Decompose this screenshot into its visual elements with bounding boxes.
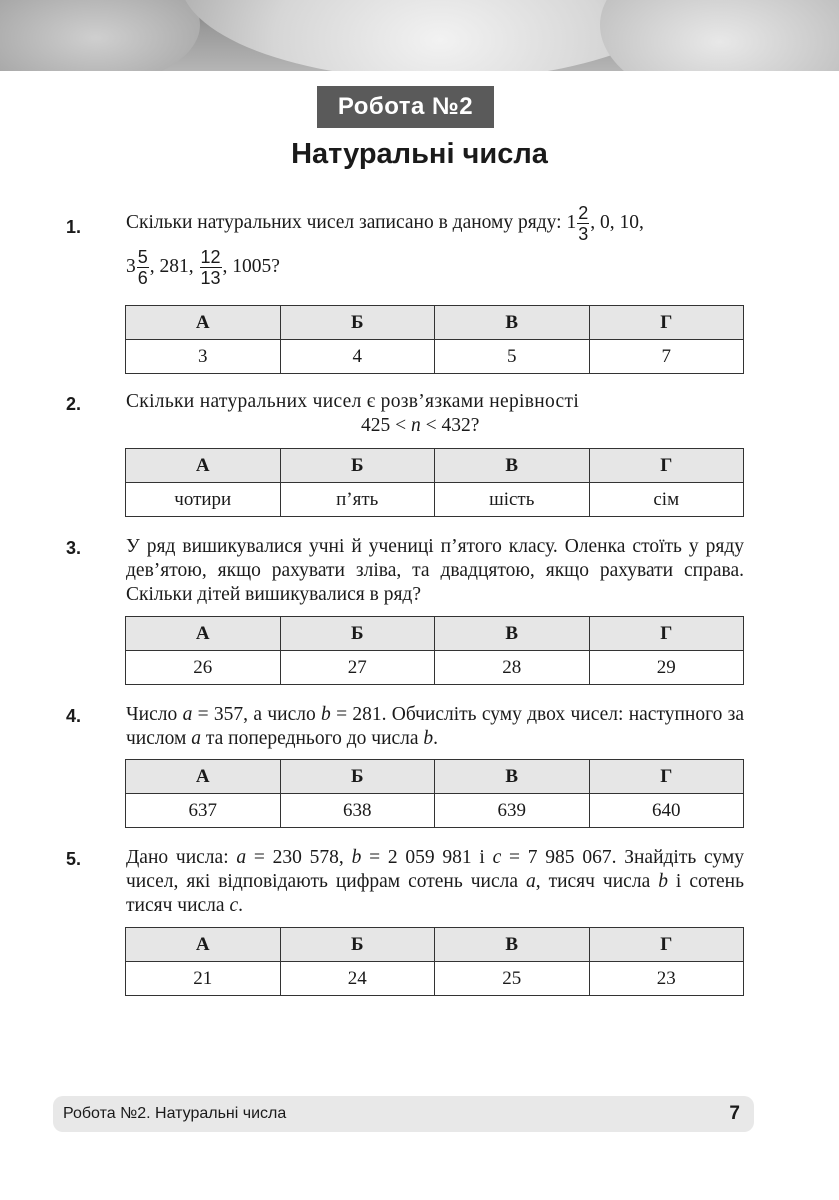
variable: b [351, 847, 362, 868]
fraction-numerator: 2 [578, 203, 589, 223]
question-number: 2. [66, 394, 82, 414]
text-segment: = 230 578, [246, 847, 352, 868]
option-header: Б [280, 449, 435, 483]
answer-cell[interactable]: 25 [435, 962, 590, 996]
variable: a [182, 704, 193, 725]
page-title: Натуральні числа [291, 138, 548, 170]
footer-bar [53, 1096, 754, 1132]
option-header: Б [280, 617, 435, 651]
option-header: А [126, 928, 281, 962]
answer-cell[interactable]: 26 [126, 651, 281, 685]
answer-cell[interactable]: п’ять [280, 483, 435, 517]
header-decoration [0, 0, 839, 71]
option-header: В [435, 760, 590, 794]
fraction-denominator: 6 [137, 268, 148, 288]
answer-cell[interactable]: 7 [589, 340, 744, 374]
variable: b [658, 871, 668, 892]
table-row [126, 962, 744, 996]
fraction [577, 203, 589, 244]
text-segment: Число [126, 704, 183, 725]
table-row [126, 483, 744, 517]
answer-cell[interactable]: 4 [280, 340, 435, 374]
answer-table [125, 616, 744, 685]
option-header: А [126, 449, 281, 483]
answer-cell[interactable]: 638 [280, 794, 435, 828]
option-header: Б [280, 306, 435, 340]
variable: a [525, 871, 536, 892]
fraction [137, 247, 149, 288]
table-header-row [126, 617, 744, 651]
answer-cell[interactable]: 3 [126, 340, 281, 374]
text-segment: , тисяч числа [535, 871, 659, 892]
variable: a [191, 728, 201, 749]
text-segment: = 357, а число [192, 704, 322, 725]
work-label: Робота №2 [317, 86, 494, 128]
variable: c [492, 847, 502, 868]
answer-cell[interactable]: 28 [435, 651, 590, 685]
question-text: У ряд вишикувалися учні й учениці п’ятого класу. Оленка стоїть у ряду дев’ятою, якщо рахувати зліва, та двадцятою, якщо рахувати справа. Скільки дітей вишикувалися в ряд? [126, 536, 744, 605]
text-segment: . [433, 728, 439, 749]
fraction [200, 247, 222, 288]
option-header: Г [589, 306, 744, 340]
option-header: Г [589, 617, 744, 651]
text-segment: , 0, 10, [590, 211, 644, 233]
text-segment: = 281. Обчисліть суму двох чисел: наступного за числом [126, 704, 745, 749]
answer-cell[interactable]: сім [589, 483, 744, 517]
page-number: 7 [729, 1103, 740, 1124]
table-header-row [126, 449, 744, 483]
answer-cell[interactable]: 640 [589, 794, 744, 828]
answer-cell[interactable]: 639 [435, 794, 590, 828]
variable: a [236, 847, 247, 868]
question-text [126, 703, 744, 751]
fraction-denominator: 3 [578, 224, 589, 244]
inequality [361, 415, 479, 437]
answer-cell[interactable]: 29 [589, 651, 744, 685]
footer-title: Робота №2. Натуральні числа [63, 1105, 287, 1122]
answer-table [125, 927, 744, 996]
question-number: 1. [66, 217, 82, 237]
table-row [126, 651, 744, 685]
text-segment: Дано числа: [126, 847, 237, 868]
option-header: А [126, 760, 281, 794]
answer-cell[interactable]: 637 [126, 794, 281, 828]
text-segment: = 7 985 067. Знайдіть суму чисел, які відповідають цифрам сотень числа [126, 847, 745, 892]
question-text [126, 846, 744, 918]
answer-cell[interactable]: 21 [126, 962, 281, 996]
variable: c [229, 895, 239, 916]
option-header: А [126, 306, 281, 340]
table-header-row [126, 760, 744, 794]
answer-cell[interactable]: 23 [589, 962, 744, 996]
option-header: В [435, 617, 590, 651]
option-header: Г [589, 760, 744, 794]
table-row [126, 340, 744, 374]
answer-cell[interactable]: 27 [280, 651, 435, 685]
question-number: 4. [66, 706, 82, 726]
text-segment: = 2 059 981 і [361, 847, 493, 868]
text-segment: < 432? [420, 415, 480, 436]
table-header-row [126, 928, 744, 962]
text-segment: 425 < [361, 415, 411, 436]
option-header: Б [280, 760, 435, 794]
answer-cell[interactable]: 24 [280, 962, 435, 996]
decor-shape [0, 0, 200, 71]
answer-table [125, 759, 744, 828]
text-segment: , 281, [149, 255, 199, 277]
table-row [126, 794, 744, 828]
answer-cell[interactable]: 5 [435, 340, 590, 374]
answer-cell[interactable]: чотири [126, 483, 281, 517]
text-segment: та попереднього до числа [200, 728, 424, 749]
text-segment: . [238, 895, 243, 916]
option-header: А [126, 617, 281, 651]
option-header: Б [280, 928, 435, 962]
fraction-numerator: 12 [200, 247, 221, 267]
option-header: Г [589, 928, 744, 962]
variable: b [321, 704, 331, 725]
variable: b [423, 728, 434, 749]
decor-shape [600, 0, 839, 71]
text-segment: і сотень тисяч числа [126, 871, 744, 916]
variable: n [411, 415, 421, 436]
question-text: Скільки натуральних чисел є розв’язками нерівності [126, 391, 580, 412]
answer-table [125, 305, 744, 374]
option-header: Г [589, 449, 744, 483]
option-header: В [435, 449, 590, 483]
question-text [126, 247, 280, 288]
text-segment: Скільки натуральних чисел записано в даному ряду: 1 [126, 211, 577, 233]
answer-cell[interactable]: шість [435, 483, 590, 517]
table-header-row [126, 306, 744, 340]
answer-table [125, 448, 744, 517]
text-segment: 3 [126, 255, 136, 277]
fraction-numerator: 5 [137, 247, 148, 267]
text-segment: , 1005? [222, 255, 280, 277]
option-header: В [435, 928, 590, 962]
question-number: 3. [66, 538, 82, 558]
fraction-denominator: 13 [200, 268, 221, 288]
question-number: 5. [66, 849, 82, 869]
option-header: В [435, 306, 590, 340]
question-text [126, 203, 644, 244]
